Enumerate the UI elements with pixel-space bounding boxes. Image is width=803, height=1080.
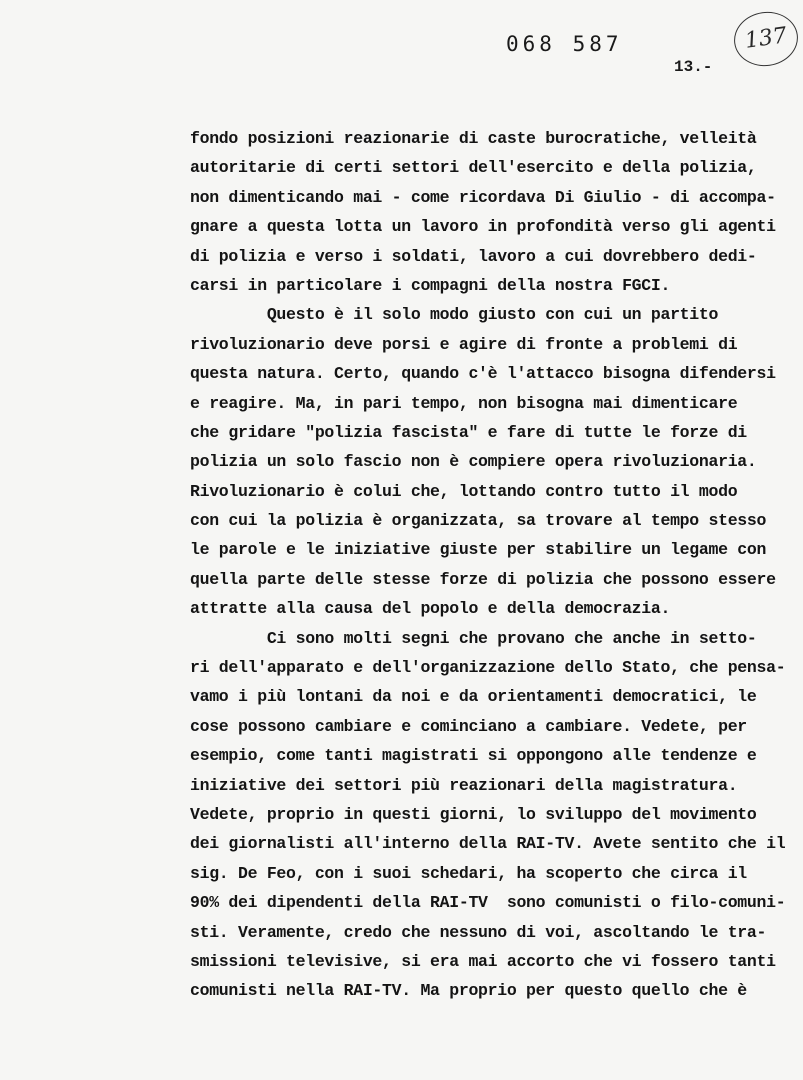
text-line: autoritarie di certi settori dell'esercito e della polizia, [190,158,757,178]
text-line: Vedete, proprio in questi giorni, lo sviluppo del movimento [190,804,757,824]
text-line: sti. Veramente, credo che nessuno di voi, ascoltando le tra- [190,922,767,942]
text-line: iniziative dei settori più reazionari della magistratura. [190,775,738,795]
text-line: non dimenticando mai - come ricordava Di Giulio - di accompa- [190,187,776,207]
text-line: Questo è il solo modo giusto con cui un partito [190,305,719,325]
text-line: con cui la polizia è organizzata, sa trovare al tempo stesso [190,511,767,531]
text-line: di polizia e verso i soldati, lavoro a cui dovrebbero dedi- [190,246,757,266]
text-line: fondo posizioni reazionarie di caste burocratiche, velleità [190,129,757,148]
text-line: esempio, come tanti magistrati si oppongono alle tendenze e [190,746,757,766]
text-line: cose possono cambiare e cominciano a cambiare. Vedete, per [190,716,747,736]
text-line: vamo i più lontani da noi e da orientamenti democratici, le [190,687,757,707]
typed-text-body [190,124,800,1006]
text-line: comunisti nella RAI-TV. Ma proprio per questo quello che è [190,981,747,1001]
text-line: smissioni televisive, si era mai accorto che vi fossero tanti [190,951,776,971]
text-line: attratte alla causa del popolo e della democrazia. [190,599,671,619]
text-line: Ci sono molti segni che provano che anche in setto- [190,628,757,648]
text-line: questa natura. Certo, quando c'è l'attacco bisogna difendersi [190,364,776,384]
text-line: gnare a questa lotta un lavoro in profondità verso gli agenti [190,217,776,237]
text-line: che gridare "polizia fascista" e fare di tutte le forze di [190,422,747,442]
text-line: 90% dei dipendenti della RAI-TV sono comunisti o filo-comuni- [190,893,786,913]
page-number: 13.- [674,58,713,76]
text-line: carsi in particolare i compagni della nostra FGCI. [190,275,671,295]
text-line: polizia un solo fascio non è compiere opera rivoluzionaria. [190,452,757,472]
text-line: Rivoluzionario è colui che, lottando contro tutto il modo [190,481,738,501]
text-line: e reagire. Ma, in pari tempo, non bisogna mai dimenticare [190,393,738,413]
text-line: ri dell'apparato e dell'organizzazione dello Stato, che pensa- [190,658,786,678]
text-line: rivoluzionario deve porsi e agire di fronte a problemi di [190,334,738,354]
text-line: quella parte delle stesse forze di polizia che possono essere [190,569,776,589]
archive-number: 068 587 [506,32,623,56]
text-line: dei giornalisti all'interno della RAI-TV. Avete sentito che il [190,834,786,854]
folio-stamp [731,8,802,70]
folio-number: 137 [743,23,789,54]
text-line: le parole e le iniziative giuste per stabilire un legame con [190,540,767,560]
text-line: sig. De Feo, con i suoi schedari, ha scoperto che circa il [190,863,747,883]
